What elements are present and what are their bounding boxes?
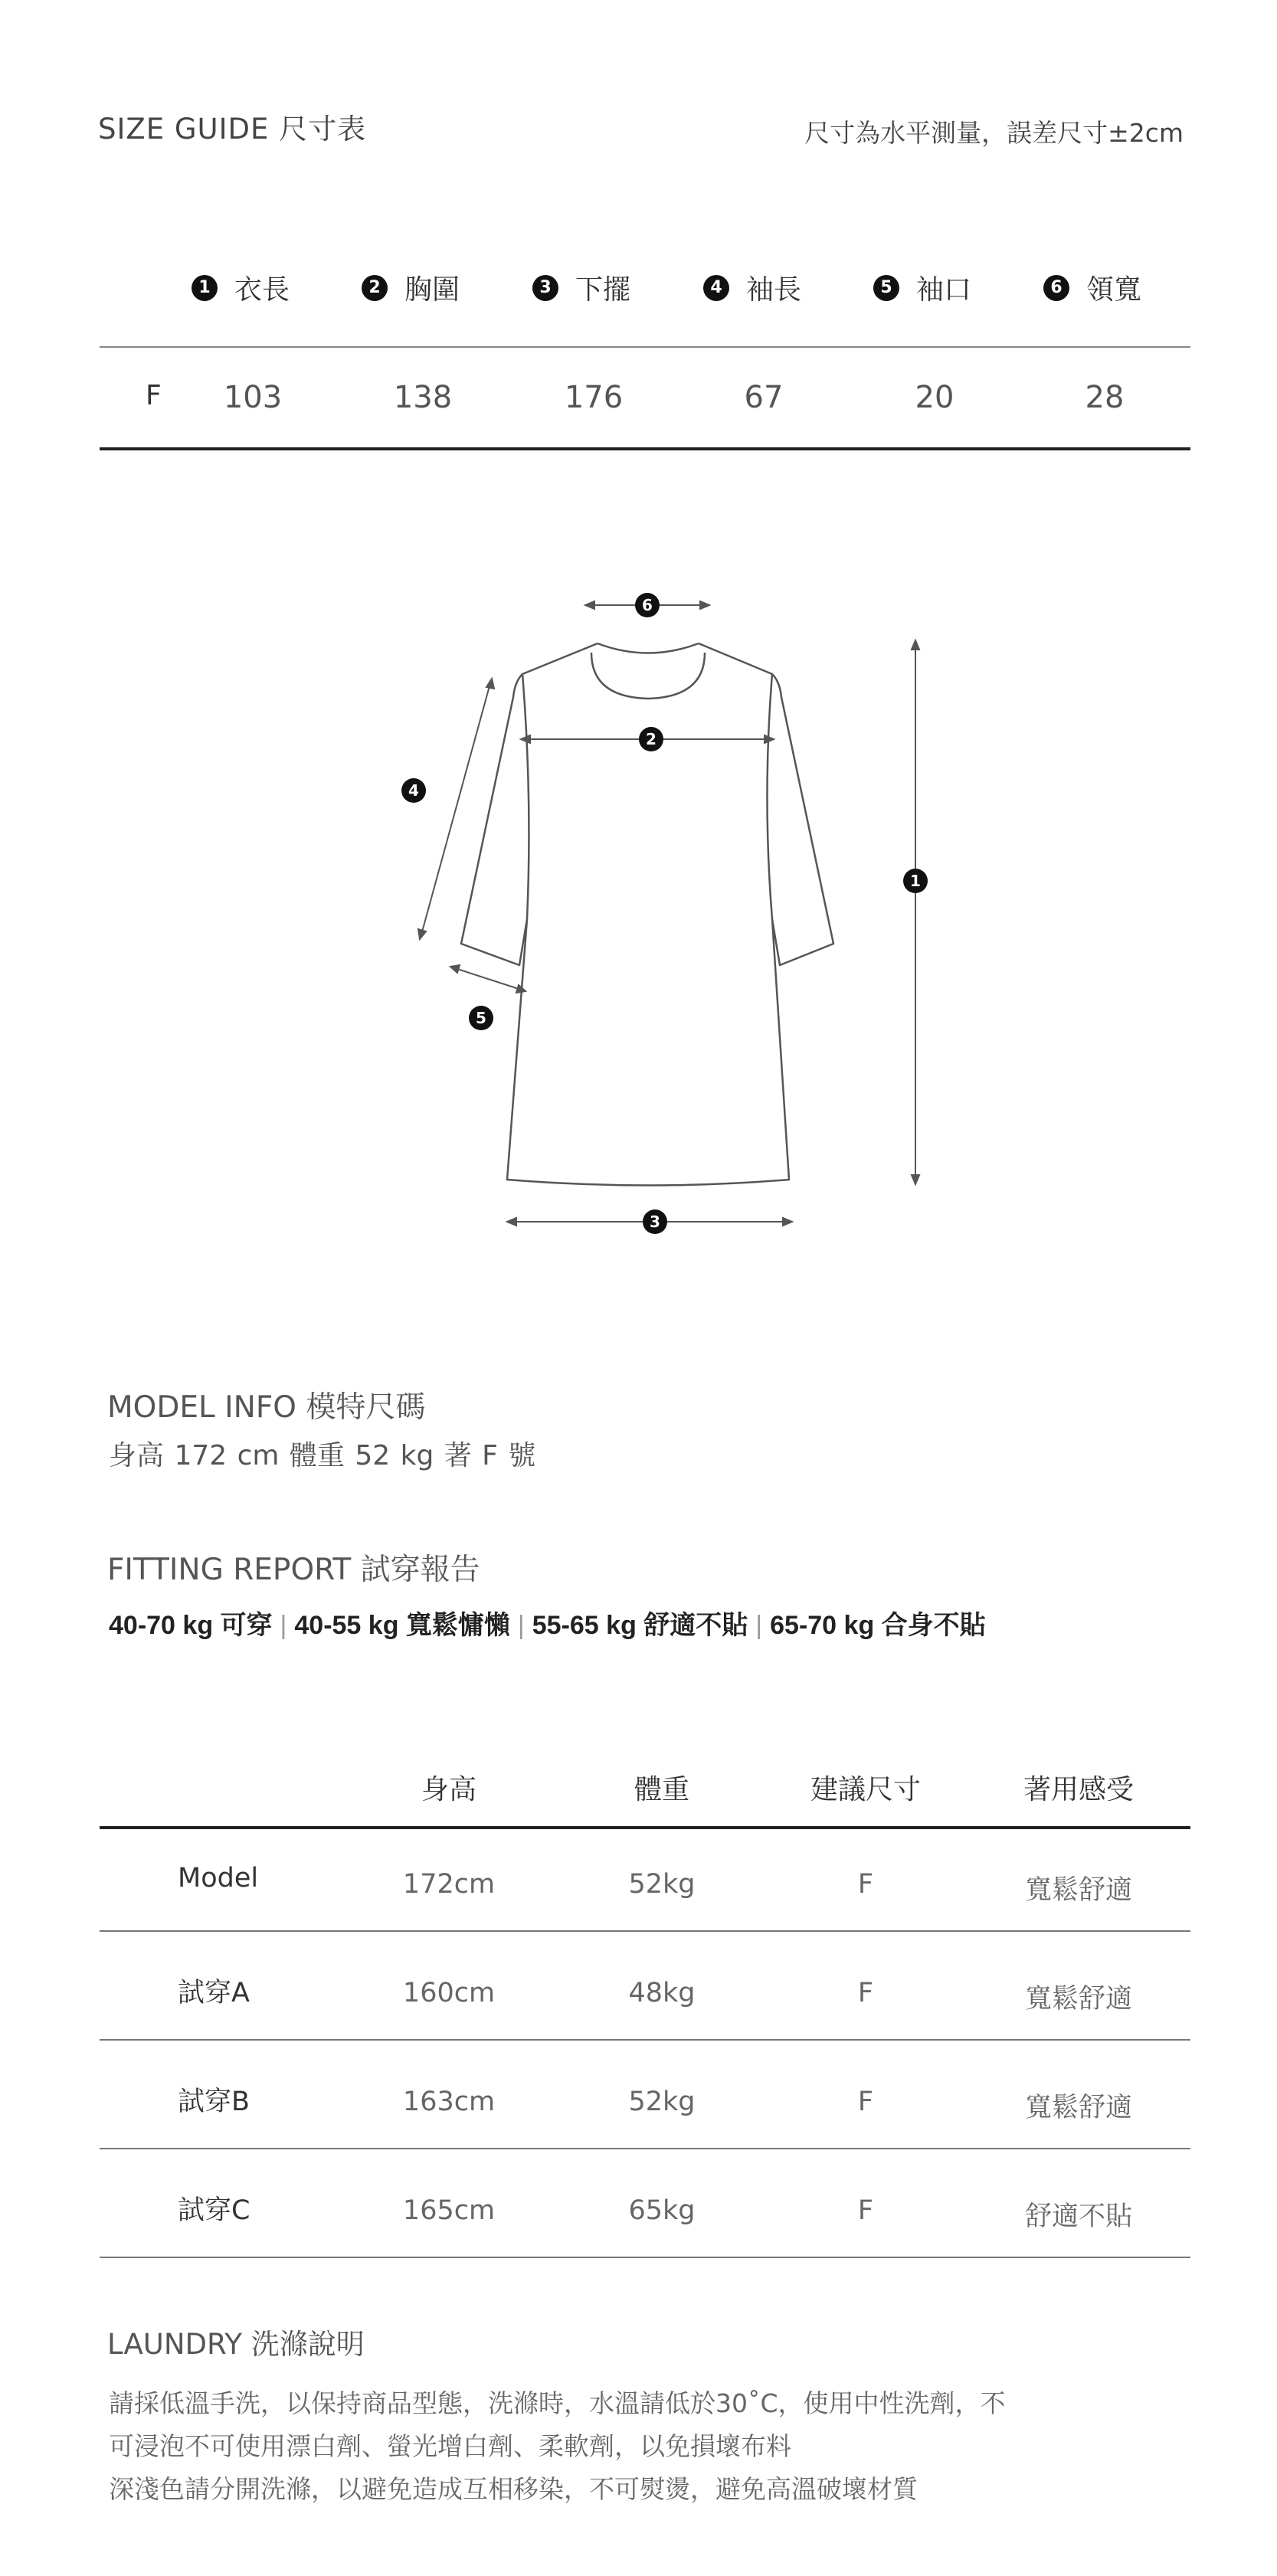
fitting-report-title: FITTING REPORT 試穿報告: [107, 1553, 480, 1587]
fit-separator: |: [517, 1611, 525, 1640]
fit-cell-height: 160cm: [402, 1978, 496, 2008]
model-info-text: 身高 172 cm 體重 52 kg 著 F 號: [109, 1440, 536, 1471]
sleeve-seam-right: [768, 674, 773, 919]
marker-3-label: 3: [650, 1213, 660, 1231]
size-value-hem: 176: [564, 380, 624, 415]
fit-table-row-rule: [100, 2039, 1190, 2041]
size-value-collar-width: 28: [1085, 380, 1125, 415]
garment-diagram: [0, 567, 1277, 1256]
marker-6-label: 6: [642, 596, 653, 614]
col-header-6: [1043, 268, 1141, 307]
fit-table-header-feel: 著用感受: [1023, 1774, 1134, 1805]
col-label-sleeve-length: 袖長: [746, 274, 802, 306]
marker-5: [469, 1006, 493, 1030]
col-header-4: [703, 268, 801, 307]
fit-table-header-height: 身高: [421, 1774, 476, 1805]
marker-3: [643, 1209, 667, 1234]
size-value-cuff: 20: [915, 380, 954, 415]
fit-item-4: 65-70 kg 合身不貼: [770, 1611, 986, 1640]
number-3-icon: 3: [532, 275, 558, 301]
marker-2: [639, 727, 663, 751]
fit-row-label: Model: [178, 1863, 259, 1894]
fit-table-header-weight: 體重: [634, 1774, 689, 1805]
fit-item-2: 40-55 kg 寬鬆慵懶: [294, 1611, 510, 1640]
fit-table-row-rule: [100, 1930, 1190, 1932]
fit-item-3: 55-65 kg 舒適不貼: [532, 1611, 748, 1640]
col-header-5: [873, 268, 971, 307]
col-label-cuff: 袖口: [916, 274, 972, 306]
fit-cell-feel: 寬鬆舒適: [1024, 1875, 1132, 1906]
fit-cell-height: 163cm: [402, 2087, 496, 2117]
fit-cell-size: F: [857, 2195, 874, 2226]
number-2-icon: 2: [362, 275, 388, 301]
number-5-icon: 5: [873, 275, 899, 301]
size-table-header: [100, 268, 1190, 322]
fit-separator: |: [755, 1611, 763, 1640]
laundry-title: LAUNDRY 洗滌說明: [107, 2328, 365, 2361]
sleeve-seam-left: [522, 674, 529, 919]
fit-cell-feel: 寬鬆舒適: [1024, 1984, 1132, 2015]
fit-cell-height: 165cm: [402, 2195, 496, 2226]
fit-cell-weight: 48kg: [628, 1978, 696, 2008]
fit-cell-feel: 寬鬆舒適: [1024, 2093, 1132, 2123]
col-label-hem: 下擺: [575, 274, 631, 306]
marker-1: [903, 869, 928, 893]
fit-separator: |: [280, 1611, 287, 1640]
col-header-2: [362, 268, 460, 307]
garment-outline: [461, 643, 833, 1186]
fit-cell-weight: 65kg: [628, 2195, 696, 2226]
fit-table-bottom-rule: [100, 2257, 1190, 2258]
fit-cell-feel: 舒適不貼: [1024, 2201, 1132, 2232]
laundry-line: 深淺色請分開洗滌，以避免造成互相移染，不可熨燙，避免高溫破壞材質: [109, 2474, 918, 2504]
fit-row-label: 試穿C: [178, 2195, 250, 2226]
garment-collar-inner: [591, 653, 705, 699]
fit-cell-size: F: [857, 1978, 874, 2008]
fit-item-1: 40-70 kg 可穿: [109, 1611, 273, 1640]
fit-row-label: 試穿B: [178, 2087, 250, 2117]
col-header-3: [532, 268, 630, 307]
size-guide-title: SIZE GUIDE 尺寸表: [98, 113, 367, 146]
laundry-line: 請採低溫手洗，以保持商品型態，洗滌時，水溫請低於30˚C，使用中性洗劑，不: [109, 2388, 1006, 2418]
number-6-icon: 6: [1043, 275, 1069, 301]
number-4-icon: 4: [703, 275, 729, 301]
col-label-chest: 胸圍: [404, 274, 460, 306]
size-row-label: F: [146, 380, 162, 411]
col-header-1: [192, 268, 290, 307]
marker-4-label: 4: [408, 781, 419, 800]
size-table-divider: [100, 346, 1190, 348]
garment-collar: [598, 643, 699, 653]
fit-cell-size: F: [857, 1869, 874, 1900]
fit-cell-weight: 52kg: [628, 1869, 696, 1900]
marker-4: [401, 778, 426, 803]
size-value-chest: 138: [393, 380, 453, 415]
model-info-title: MODEL INFO 模特尺碼: [107, 1390, 426, 1425]
fit-table-row-rule: [100, 2148, 1190, 2149]
col-label-length: 衣長: [234, 274, 290, 306]
size-value-sleeve-length: 67: [744, 380, 784, 415]
size-value-length: 103: [223, 380, 283, 415]
marker-2-label: 2: [646, 730, 657, 748]
size-table-bottom-rule: [100, 447, 1190, 450]
fit-cell-height: 172cm: [402, 1869, 496, 1900]
number-1-icon: 1: [192, 275, 218, 301]
size-guide-note: 尺寸為水平測量，誤差尺寸±2cm: [804, 118, 1184, 148]
laundry-line: 可浸泡不可使用漂白劑、螢光增白劑、柔軟劑，以免損壞布料: [109, 2431, 791, 2461]
marker-5-label: 5: [476, 1009, 486, 1027]
marker-6: [635, 593, 660, 617]
fit-table-top-rule: [100, 1826, 1190, 1829]
fit-cell-weight: 52kg: [628, 2087, 696, 2117]
fit-row-label: 試穿A: [178, 1978, 250, 2008]
col-label-collar-width: 領寬: [1086, 274, 1142, 306]
fitting-report-items: [109, 1604, 986, 1642]
marker-1-label: 1: [910, 872, 921, 890]
fit-cell-size: F: [857, 2087, 874, 2117]
fit-table-header-size: 建議尺寸: [810, 1774, 921, 1805]
